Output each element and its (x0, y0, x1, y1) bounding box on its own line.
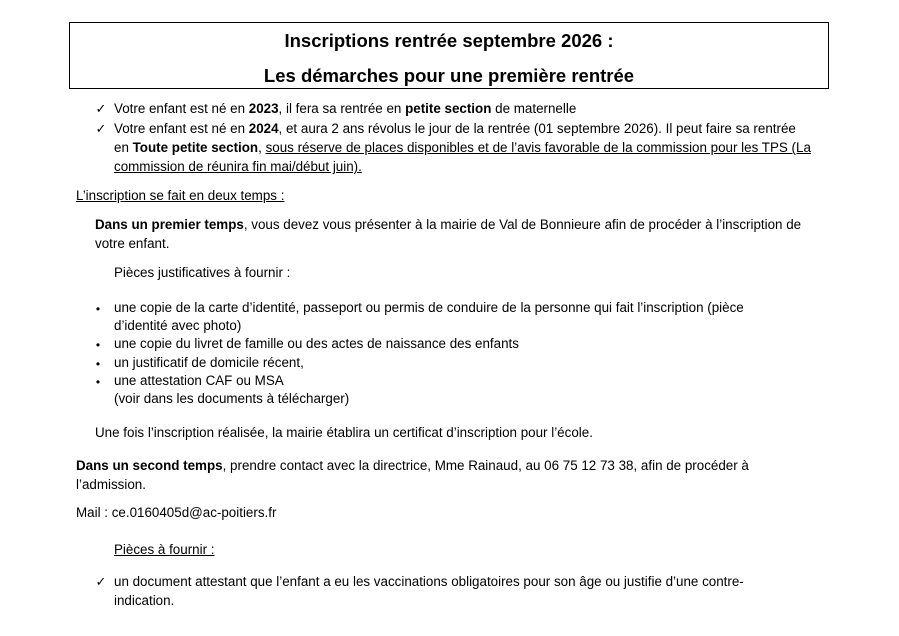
first-step-line1: Dans un premier temps, vous devez vous présenter à la mairie de Val de Bonnieure afin de procéder à l’inscription de (95, 217, 802, 232)
check-item-2024-line1: Votre enfant est né en 2024, et aura 2 ans révolus le jour de la rentrée (01 septembre 2026). Il peut faire sa rentrée (114, 121, 796, 136)
check-item-2023: Votre enfant est né en 2023, il fera sa rentrée en petite section de maternelle (114, 101, 577, 116)
check-item-2024-line2: en Toute petite section, sous réserve de places disponibles et de l’avis favorable de la commission pour les TPS (La (114, 140, 811, 155)
mail-address: Mail : ce.0160405d@ac-poitiers.fr (76, 505, 277, 520)
bullet-icon: • (95, 302, 101, 316)
pieces-justificatives-label: Pièces justificatives à fournir : (114, 265, 291, 280)
bullet-icon: • (95, 357, 101, 371)
first-step-line2: votre enfant. (95, 236, 170, 251)
list-item: une copie du livret de famille ou des actes de naissance des enfants (114, 336, 519, 351)
checkmark-icon: ✓ (95, 101, 107, 116)
pieces-a-fournir-label: Pièces à fournir : (114, 542, 215, 557)
bullet-icon: • (95, 375, 101, 389)
list-item: une attestation CAF ou MSA (114, 373, 284, 388)
page-subtitle: Les démarches pour une première rentrée (263, 65, 635, 86)
title-box (69, 22, 829, 89)
list-item-continuation: d’identité avec photo) (114, 318, 242, 333)
vaccination-item-line1: un document attestant que l’enfant a eu les vaccinations obligatoires pour son âge ou justifie d’une contre- (114, 574, 744, 589)
first-step-after: Une fois l’inscription réalisée, la mairie établira un certificat d’inscription pour l’école. (95, 425, 593, 440)
bullet-icon: • (95, 338, 101, 352)
second-step-line2: l’admission. (76, 477, 146, 492)
check-item-2024-line3: commission de réunira fin mai/début juin). (114, 159, 362, 174)
list-item: un justificatif de domicile récent, (114, 355, 304, 370)
second-step-line1: Dans un second temps, prendre contact avec la directrice, Mme Rainaud, au 06 75 12 73 38, afin de procéder à (76, 458, 749, 473)
page-title: Inscriptions rentrée septembre 2026 : (284, 30, 614, 51)
list-item: une copie de la carte d’identité, passeport ou permis de conduire de la personne qui fait l’inscription (pièce (114, 300, 744, 315)
checkmark-icon: ✓ (95, 574, 107, 589)
section-heading: L’inscription se fait en deux temps : (76, 188, 285, 203)
checkmark-icon: ✓ (95, 121, 107, 136)
vaccination-item-line2: indication. (114, 593, 175, 608)
list-item-note: (voir dans les documents à télécharger) (114, 391, 350, 406)
